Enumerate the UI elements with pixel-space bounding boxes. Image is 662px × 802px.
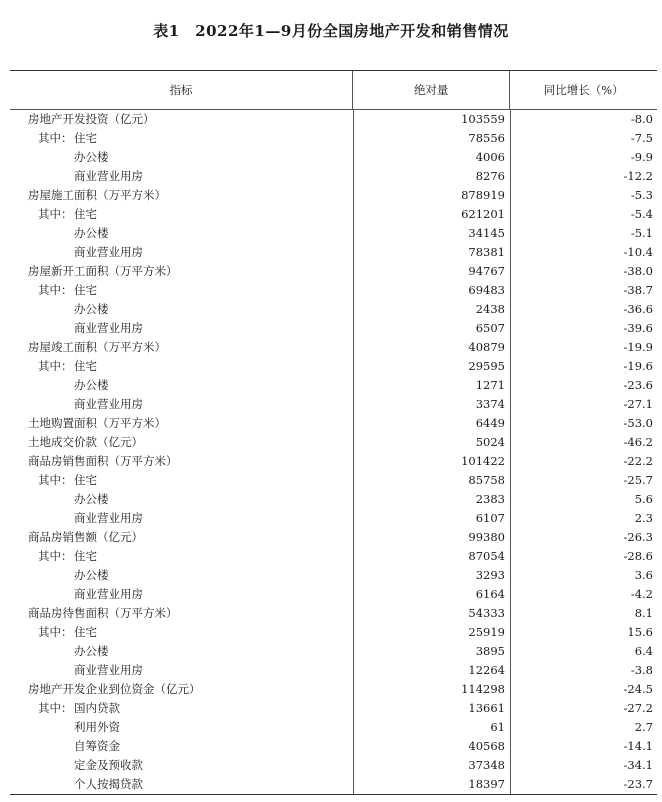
table-row <box>10 566 657 585</box>
indicator-cell <box>10 547 353 566</box>
growth-cell: 8.1 <box>510 604 657 623</box>
header-growth: 同比增长（%） <box>509 71 657 109</box>
row-label: 住宅 <box>74 473 97 487</box>
absolute-value-cell: 69483 <box>353 281 510 300</box>
indicator-cell <box>10 110 353 129</box>
row-label: 个人按揭贷款 <box>74 777 143 791</box>
row-label: 商业营业用房 <box>74 663 143 677</box>
row-label: 商业营业用房 <box>74 511 143 525</box>
growth-cell: -9.9 <box>510 148 657 167</box>
table-row <box>10 129 657 148</box>
growth-cell: 5.6 <box>510 490 657 509</box>
row-label: 商品房销售额（亿元） <box>28 530 143 544</box>
growth-cell: -3.8 <box>510 661 657 680</box>
growth-cell: -5.3 <box>510 186 657 205</box>
indicator-cell <box>10 566 353 585</box>
growth-cell: -22.2 <box>510 452 657 471</box>
indicator-cell <box>10 414 353 433</box>
table-row <box>10 338 657 357</box>
row-label: 住宅 <box>74 283 97 297</box>
table-row <box>10 528 657 547</box>
absolute-value-cell: 99380 <box>353 528 510 547</box>
absolute-value-cell: 1271 <box>353 376 510 395</box>
table-row <box>10 490 657 509</box>
absolute-value-cell: 61 <box>353 718 510 737</box>
absolute-value-cell: 29595 <box>353 357 510 376</box>
table-row <box>10 167 657 186</box>
indicator-cell <box>10 585 353 604</box>
header-indicator: 指标 <box>169 83 193 97</box>
indicator-cell <box>10 357 353 376</box>
table-row <box>10 718 657 737</box>
row-prefix: 其中： <box>38 207 73 221</box>
indicator-cell <box>10 224 353 243</box>
indicator-cell <box>10 148 353 167</box>
absolute-value-cell: 6107 <box>353 509 510 528</box>
row-label: 定金及预收款 <box>74 758 143 772</box>
table-row <box>10 300 657 319</box>
row-label: 房地产开发投资（亿元） <box>28 112 155 126</box>
indicator-cell <box>10 186 353 205</box>
row-label: 办公楼 <box>74 568 109 582</box>
absolute-value-cell: 4006 <box>353 148 510 167</box>
row-label: 办公楼 <box>74 644 109 658</box>
indicator-cell <box>10 262 353 281</box>
indicator-cell <box>10 433 353 452</box>
absolute-value-cell: 3293 <box>353 566 510 585</box>
growth-cell: -10.4 <box>510 243 657 262</box>
growth-cell: 2.3 <box>510 509 657 528</box>
indicator-cell <box>10 129 353 148</box>
row-label: 房地产开发企业到位资金（亿元） <box>28 682 201 696</box>
row-prefix: 其中： <box>38 549 73 563</box>
absolute-value-cell: 34145 <box>353 224 510 243</box>
table-row <box>10 148 657 167</box>
growth-cell: -36.6 <box>510 300 657 319</box>
absolute-value-cell: 878919 <box>353 186 510 205</box>
growth-cell: 6.4 <box>510 642 657 661</box>
row-label: 住宅 <box>74 131 97 145</box>
growth-cell: -12.2 <box>510 167 657 186</box>
indicator-cell <box>10 756 353 775</box>
table-row <box>10 623 657 642</box>
row-prefix: 其中： <box>38 359 73 373</box>
row-label: 住宅 <box>74 207 97 221</box>
absolute-value-cell: 94767 <box>353 262 510 281</box>
indicator-cell <box>10 300 353 319</box>
row-label: 住宅 <box>74 359 97 373</box>
table-row <box>10 775 657 794</box>
table-row <box>10 547 657 566</box>
growth-cell: -27.1 <box>510 395 657 414</box>
growth-cell: 3.6 <box>510 566 657 585</box>
row-label: 住宅 <box>74 549 97 563</box>
row-label: 自筹资金 <box>74 739 120 753</box>
row-label: 办公楼 <box>74 226 109 240</box>
growth-cell: -46.2 <box>510 433 657 452</box>
absolute-value-cell: 40879 <box>353 338 510 357</box>
indicator-cell <box>10 661 353 680</box>
absolute-value-cell: 3895 <box>353 642 510 661</box>
growth-cell: -23.6 <box>510 376 657 395</box>
row-label: 商业营业用房 <box>74 397 143 411</box>
row-prefix: 其中： <box>38 131 73 145</box>
absolute-value-cell: 8276 <box>353 167 510 186</box>
row-label: 商品房销售面积（万平方米） <box>28 454 178 468</box>
growth-cell: -38.7 <box>510 281 657 300</box>
table-row <box>10 433 657 452</box>
row-label: 办公楼 <box>74 378 109 392</box>
absolute-value-cell: 114298 <box>353 680 510 699</box>
header-absolute: 绝对量 <box>352 71 510 109</box>
indicator-cell <box>10 338 353 357</box>
growth-cell: -26.3 <box>510 528 657 547</box>
row-label: 商业营业用房 <box>74 245 143 259</box>
indicator-cell <box>10 509 353 528</box>
row-prefix: 其中： <box>38 283 73 297</box>
absolute-value-cell: 12264 <box>353 661 510 680</box>
table-row <box>10 186 657 205</box>
data-table <box>10 70 657 795</box>
row-prefix: 其中： <box>38 473 73 487</box>
absolute-value-cell: 6507 <box>353 319 510 338</box>
row-label: 商业营业用房 <box>74 321 143 335</box>
table-row <box>10 357 657 376</box>
indicator-cell <box>10 376 353 395</box>
row-label: 土地成交价款（亿元） <box>28 435 143 449</box>
growth-cell: -5.1 <box>510 224 657 243</box>
absolute-value-cell: 87054 <box>353 547 510 566</box>
absolute-value-cell: 101422 <box>353 452 510 471</box>
table-row <box>10 642 657 661</box>
indicator-cell <box>10 395 353 414</box>
table-row <box>10 224 657 243</box>
absolute-value-cell: 5024 <box>353 433 510 452</box>
row-label: 商业营业用房 <box>74 169 143 183</box>
row-label: 办公楼 <box>74 492 109 506</box>
table-row <box>10 395 657 414</box>
growth-cell: -38.0 <box>510 262 657 281</box>
row-label: 利用外资 <box>74 720 120 734</box>
absolute-value-cell: 40568 <box>353 737 510 756</box>
table-row <box>10 110 657 129</box>
absolute-value-cell: 13661 <box>353 699 510 718</box>
table-row <box>10 243 657 262</box>
row-label: 房屋新开工面积（万平方米） <box>28 264 178 278</box>
growth-cell: 15.6 <box>510 623 657 642</box>
growth-cell: -14.1 <box>510 737 657 756</box>
indicator-cell <box>10 775 353 794</box>
growth-cell: -7.5 <box>510 129 657 148</box>
indicator-cell <box>10 680 353 699</box>
table-row <box>10 376 657 395</box>
absolute-value-cell: 2383 <box>353 490 510 509</box>
indicator-cell <box>10 471 353 490</box>
absolute-value-cell: 621201 <box>353 205 510 224</box>
absolute-value-cell: 54333 <box>353 604 510 623</box>
table-row <box>10 604 657 623</box>
indicator-cell <box>10 737 353 756</box>
absolute-value-cell: 78381 <box>353 243 510 262</box>
indicator-cell <box>10 205 353 224</box>
growth-cell: 2.7 <box>510 718 657 737</box>
absolute-value-cell: 3374 <box>353 395 510 414</box>
growth-cell: -19.6 <box>510 357 657 376</box>
growth-cell: -5.4 <box>510 205 657 224</box>
table-row <box>10 737 657 756</box>
row-label: 商业营业用房 <box>74 587 143 601</box>
indicator-cell <box>10 528 353 547</box>
indicator-cell <box>10 452 353 471</box>
row-label: 办公楼 <box>74 150 109 164</box>
growth-cell: -4.2 <box>510 585 657 604</box>
absolute-value-cell: 103559 <box>353 110 510 129</box>
indicator-cell <box>10 490 353 509</box>
absolute-value-cell: 37348 <box>353 756 510 775</box>
indicator-cell <box>10 642 353 661</box>
growth-cell: -19.9 <box>510 338 657 357</box>
table-row <box>10 319 657 338</box>
growth-cell: -28.6 <box>510 547 657 566</box>
absolute-value-cell: 6449 <box>353 414 510 433</box>
row-label: 土地购置面积（万平方米） <box>28 416 166 430</box>
indicator-cell <box>10 718 353 737</box>
row-label: 办公楼 <box>74 302 109 316</box>
growth-cell: -8.0 <box>510 110 657 129</box>
indicator-cell <box>10 319 353 338</box>
table-row <box>10 509 657 528</box>
table-row <box>10 585 657 604</box>
growth-cell: -23.7 <box>510 775 657 794</box>
growth-cell: -24.5 <box>510 680 657 699</box>
indicator-cell <box>10 623 353 642</box>
growth-cell: -53.0 <box>510 414 657 433</box>
table-row <box>10 699 657 718</box>
table-row <box>10 205 657 224</box>
growth-cell: -27.2 <box>510 699 657 718</box>
table-row <box>10 756 657 775</box>
indicator-cell <box>10 281 353 300</box>
table-title: 表1 2022年1—9月份全国房地产开发和销售情况 <box>153 22 509 40</box>
absolute-value-cell: 25919 <box>353 623 510 642</box>
table-header <box>10 70 657 110</box>
row-label: 住宅 <box>74 625 97 639</box>
growth-cell: -34.1 <box>510 756 657 775</box>
growth-cell: -25.7 <box>510 471 657 490</box>
table-row <box>10 262 657 281</box>
table-row <box>10 281 657 300</box>
table-row <box>10 471 657 490</box>
indicator-cell <box>10 699 353 718</box>
absolute-value-cell: 18397 <box>353 775 510 794</box>
indicator-cell <box>10 167 353 186</box>
table-row <box>10 452 657 471</box>
absolute-value-cell: 2438 <box>353 300 510 319</box>
absolute-value-cell: 85758 <box>353 471 510 490</box>
absolute-value-cell: 78556 <box>353 129 510 148</box>
table-row <box>10 414 657 433</box>
absolute-value-cell: 6164 <box>353 585 510 604</box>
growth-cell: -39.6 <box>510 319 657 338</box>
indicator-cell <box>10 604 353 623</box>
row-prefix: 其中： <box>38 701 73 715</box>
row-label: 国内贷款 <box>74 701 120 715</box>
table-row <box>10 680 657 699</box>
row-label: 房屋竣工面积（万平方米） <box>28 340 166 354</box>
row-prefix: 其中： <box>38 625 73 639</box>
indicator-cell <box>10 243 353 262</box>
table-row <box>10 661 657 680</box>
table-body <box>10 110 657 795</box>
row-label: 房屋施工面积（万平方米） <box>28 188 166 202</box>
row-label: 商品房待售面积（万平方米） <box>28 606 178 620</box>
